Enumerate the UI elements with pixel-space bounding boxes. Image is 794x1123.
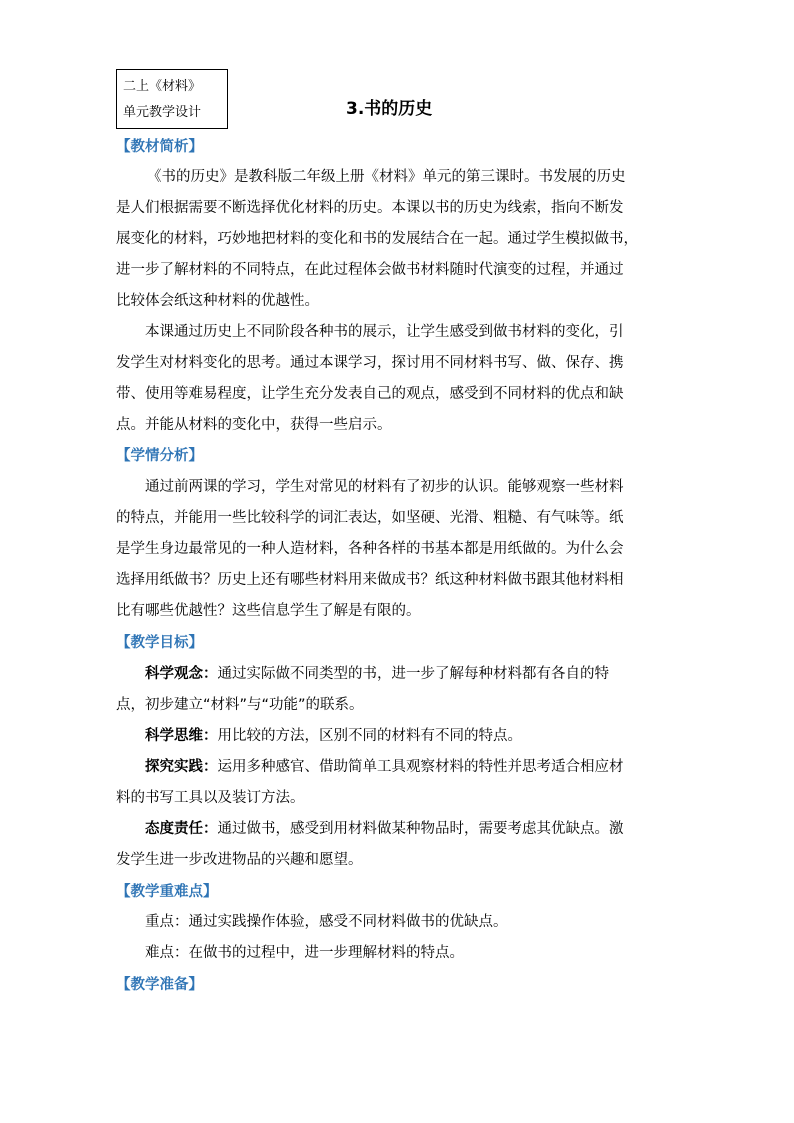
goal-text: 通过实际做不同类型的书，进一步了解每种材料都有各自的特 [217, 666, 609, 682]
unit-label-line2: 单元教学设计 [123, 105, 202, 120]
goal-label: 态度责任： [145, 821, 218, 837]
text-line: 选择用纸做书？历史上还有哪些材料用来做成书？纸这种材料做书跟其他材料相 [116, 572, 624, 588]
goal-text: 通过做书，感受到用材料做某种物品时，需要考虑其优缺点。激 [217, 821, 624, 837]
text-line: 点，初步建立“材料”与“功能”的联系。 [116, 697, 364, 713]
text-line: 点。并能从材料的变化中，获得一些启示。 [116, 417, 392, 433]
text-line: 比较体会纸这种材料的优越性。 [116, 293, 319, 309]
text-line: 发学生对材料变化的思考。通过本课学习，探讨用不同材料书写、做、保存、携 [116, 355, 624, 371]
text-line: 展变化的材料，巧妙地把材料的变化和书的发展结合在一起。通过学生模拟做书， [116, 231, 638, 247]
keypoints-list [116, 907, 696, 969]
section-heading-analysis: 【教材简析】 [116, 139, 203, 155]
text-line: 带、使用等难易程度，让学生充分发表自己的观点，感受到不同材料的优点和缺 [116, 386, 624, 402]
section-heading-prep: 【教学准备】 [116, 977, 203, 993]
text-line: 比有哪些优越性？这些信息学生了解是有限的。 [116, 603, 421, 619]
key-point: 重点：通过实践操作体验，感受不同材料做书的优缺点。 [145, 914, 508, 930]
text-line: 本课通过历史上不同阶段各种书的展示，让学生感受到做书材料的变化，引 [145, 324, 624, 340]
unit-label-box [116, 69, 228, 129]
goal-text: 用比较的方法，区别不同的材料有不同的特点。 [217, 728, 522, 744]
goal-label: 科学观念： [145, 666, 218, 682]
text-line: 进一步了解材料的不同特点，在此过程体会做书材料随时代演变的过程，并通过 [116, 262, 624, 278]
goal-item-practice [116, 752, 696, 783]
section-heading-keypoints: 【教学重难点】 [116, 884, 218, 900]
difficult-point: 难点：在做书的过程中，进一步理解材料的特点。 [145, 945, 464, 961]
page-title: 3.书的历史 [346, 99, 433, 119]
goal-item-attitude [116, 814, 696, 845]
text-line: 通过前两课的学习，学生对常见的材料有了初步的认识。能够观察一些材料 [145, 479, 624, 495]
goal-text: 运用多种感官、借助简单工具观察材料的特性并思考适合相应材 [217, 759, 624, 775]
goal-label: 科学思维： [145, 728, 218, 744]
goal-item-concept [116, 659, 696, 690]
text-line: 料的书写工具以及装订方法。 [116, 790, 305, 806]
text-line: 的特点，并能用一些比较科学的词汇表达，如坚硬、光滑、粗糙、有气味等。纸 [116, 510, 624, 526]
goal-label: 探究实践： [145, 759, 218, 775]
text-line: 是人们根据需要不断选择优化材料的历史。本课以书的历史为线索，指向不断发 [116, 200, 624, 216]
section-heading-goals: 【教学目标】 [116, 635, 203, 651]
section-heading-students: 【学情分析】 [116, 448, 203, 464]
text-line: 《书的历史》是教科版二年级上册《材料》单元的第三课时。书发展的历史 [147, 169, 626, 185]
analysis-paragraph-1 [116, 162, 696, 317]
unit-label-line1: 二上《材料》 [123, 79, 202, 94]
analysis-paragraph-2 [116, 317, 696, 441]
text-line: 发学生进一步改进物品的兴趣和愿望。 [116, 852, 363, 868]
students-paragraph [116, 472, 696, 627]
text-line: 是学生身边最常见的一种人造材料，各种各样的书基本都是用纸做的。为什么会 [116, 541, 624, 557]
goal-item-thinking [116, 721, 696, 752]
goals-list [116, 659, 696, 876]
